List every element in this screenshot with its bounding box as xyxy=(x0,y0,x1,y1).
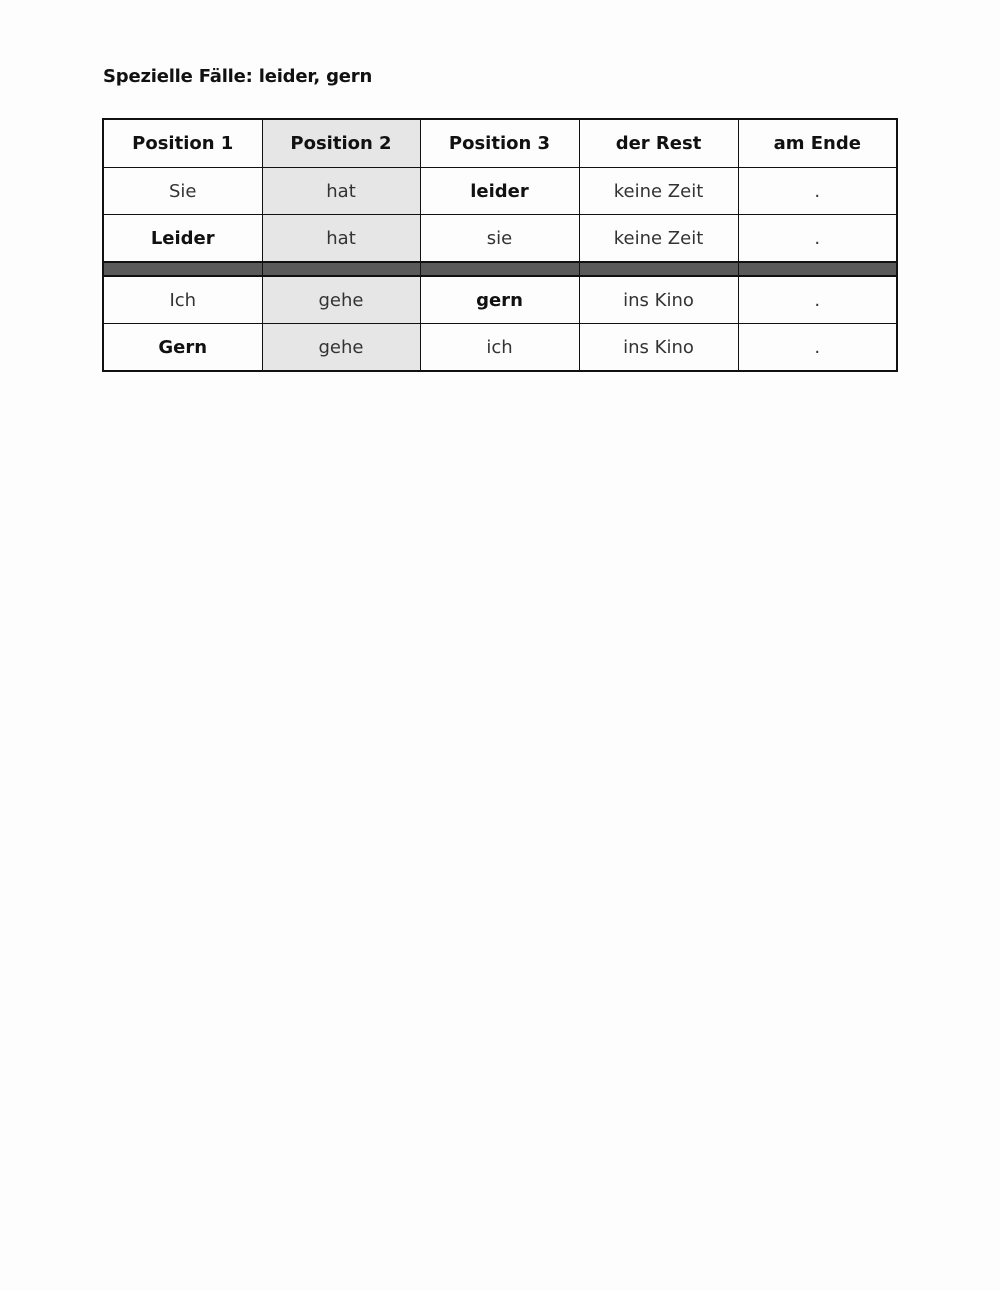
table-header-row xyxy=(103,119,897,168)
table-cell-highlight: Leider xyxy=(103,215,262,263)
word-order-table xyxy=(102,118,898,372)
table-cell: ins Kino xyxy=(579,276,738,324)
header-position-2: Position 2 xyxy=(262,119,420,168)
header-am-ende: am Ende xyxy=(738,119,897,168)
table-cell: sie xyxy=(420,215,579,263)
table-cell: gehe xyxy=(262,324,420,372)
table-cell: ins Kino xyxy=(579,324,738,372)
table-cell-highlight: leider xyxy=(420,168,579,215)
table-cell-highlight: Gern xyxy=(103,324,262,372)
separator-cell xyxy=(103,262,262,276)
table-row xyxy=(103,324,897,372)
table-cell: Sie xyxy=(103,168,262,215)
table-cell: . xyxy=(738,276,897,324)
separator-cell xyxy=(738,262,897,276)
separator-cell xyxy=(579,262,738,276)
header-position-1: Position 1 xyxy=(103,119,262,168)
table-row xyxy=(103,215,897,263)
table-cell: ich xyxy=(420,324,579,372)
table-cell: Ich xyxy=(103,276,262,324)
table-cell: keine Zeit xyxy=(579,215,738,263)
table-row xyxy=(103,276,897,324)
header-der-rest: der Rest xyxy=(579,119,738,168)
page-title: Spezielle Fälle: leider, gern xyxy=(103,66,373,87)
separator-cell xyxy=(420,262,579,276)
table-cell: keine Zeit xyxy=(579,168,738,215)
separator-cell xyxy=(262,262,420,276)
table-cell: hat xyxy=(262,215,420,263)
group-separator-row xyxy=(103,262,897,276)
header-position-3: Position 3 xyxy=(420,119,579,168)
table-cell-highlight: gern xyxy=(420,276,579,324)
table-cell: . xyxy=(738,215,897,263)
table-cell: . xyxy=(738,168,897,215)
table-cell: . xyxy=(738,324,897,372)
table-cell: hat xyxy=(262,168,420,215)
table-cell: gehe xyxy=(262,276,420,324)
table-row xyxy=(103,168,897,215)
